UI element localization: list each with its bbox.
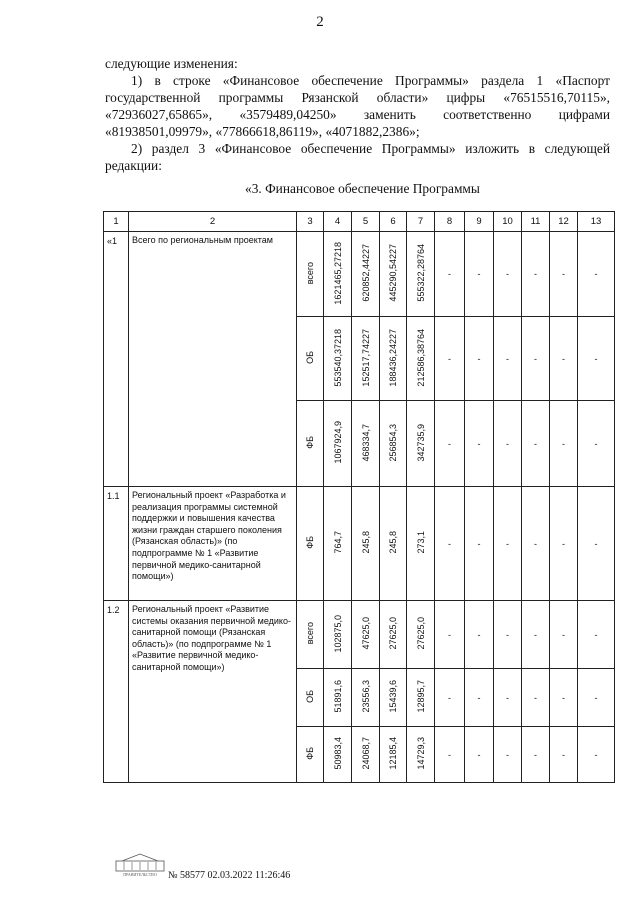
intro-text bbox=[105, 55, 610, 174]
funding-source-label: ФБ bbox=[305, 536, 315, 549]
funding-source-label: ФБ bbox=[305, 436, 315, 449]
value: 24068,7 bbox=[360, 737, 371, 770]
empty-value: - bbox=[550, 727, 578, 783]
value-cell bbox=[324, 317, 352, 401]
value-cell bbox=[324, 401, 352, 487]
empty-value: - bbox=[435, 317, 465, 401]
value-cell bbox=[352, 669, 380, 727]
value-cell bbox=[324, 487, 352, 601]
funding-source bbox=[297, 317, 324, 401]
value: 342735,9 bbox=[415, 423, 426, 462]
value: 1621465,27218 bbox=[332, 241, 343, 305]
value-cell bbox=[407, 669, 435, 727]
column-header: 4 bbox=[324, 212, 352, 232]
value: 27625,0 bbox=[388, 617, 398, 650]
row-number: 1.2 bbox=[104, 601, 129, 783]
empty-value: - bbox=[522, 601, 550, 669]
value-cell bbox=[324, 727, 352, 783]
value-cell bbox=[407, 601, 435, 669]
value-cell bbox=[380, 669, 407, 727]
value-cell bbox=[407, 232, 435, 317]
empty-value: - bbox=[435, 232, 465, 317]
value-cell bbox=[380, 401, 407, 487]
empty-value: - bbox=[435, 727, 465, 783]
value-cell bbox=[352, 601, 380, 669]
project-name: Региональный проект «Развитие системы оказания первичной медико-санитарной помощи (Рязанская область)» (по подпрограмме № 1 «Развитие первичной медико-санитарной помощи») bbox=[129, 601, 297, 783]
value-cell bbox=[352, 727, 380, 783]
value: 188436,24227 bbox=[388, 328, 398, 387]
value: 12895,7 bbox=[415, 680, 426, 713]
funding-source-label: ОБ bbox=[305, 351, 315, 364]
column-header: 8 bbox=[435, 212, 465, 232]
funding-source-label: всего bbox=[305, 622, 315, 645]
empty-value: - bbox=[550, 669, 578, 727]
value: 256854,3 bbox=[388, 423, 398, 462]
empty-value: - bbox=[435, 487, 465, 601]
empty-value: - bbox=[578, 232, 615, 317]
value: 212586,38764 bbox=[415, 328, 426, 387]
empty-value: - bbox=[465, 669, 494, 727]
value-cell bbox=[407, 317, 435, 401]
value: 245,8 bbox=[360, 531, 371, 554]
column-header: 3 bbox=[297, 212, 324, 232]
empty-value: - bbox=[465, 317, 494, 401]
project-name: Всего по региональным проектам bbox=[129, 232, 297, 487]
column-header: 13 bbox=[578, 212, 615, 232]
empty-value: - bbox=[494, 601, 522, 669]
value-cell bbox=[352, 487, 380, 601]
value-cell bbox=[352, 232, 380, 317]
value: 764,7 bbox=[332, 531, 343, 554]
empty-value: - bbox=[522, 669, 550, 727]
row-number: «1 bbox=[104, 232, 129, 487]
empty-value: - bbox=[465, 487, 494, 601]
table-row bbox=[104, 232, 615, 317]
empty-value: - bbox=[550, 401, 578, 487]
value: 620852,44227 bbox=[360, 244, 371, 302]
value: 553540,37218 bbox=[332, 328, 343, 387]
value: 152517,74227 bbox=[360, 328, 371, 387]
value-cell bbox=[380, 232, 407, 317]
empty-value: - bbox=[465, 601, 494, 669]
empty-value: - bbox=[522, 727, 550, 783]
column-header: 2 bbox=[129, 212, 297, 232]
empty-value: - bbox=[578, 727, 615, 783]
value: 1067924,9 bbox=[332, 421, 343, 464]
column-header: 6 bbox=[380, 212, 407, 232]
value-cell bbox=[380, 727, 407, 783]
change-item-2: 2) раздел 3 «Финансовое обеспечение Программы» изложить в следующей редакции: bbox=[105, 141, 610, 173]
column-header: 10 bbox=[494, 212, 522, 232]
funding-source-label: ОБ bbox=[305, 690, 315, 703]
value: 51891,6 bbox=[332, 680, 343, 713]
funding-source bbox=[297, 487, 324, 601]
value-cell bbox=[352, 317, 380, 401]
value: 47625,0 bbox=[360, 617, 371, 650]
funding-source bbox=[297, 601, 324, 669]
value: 102875,0 bbox=[332, 614, 343, 653]
column-header: 7 bbox=[407, 212, 435, 232]
funding-source bbox=[297, 401, 324, 487]
value: 14729,3 bbox=[415, 737, 426, 770]
empty-value: - bbox=[435, 601, 465, 669]
section-heading: «3. Финансовое обеспечение Программы bbox=[245, 181, 480, 196]
empty-value: - bbox=[578, 487, 615, 601]
empty-value: - bbox=[550, 232, 578, 317]
column-header: 11 bbox=[522, 212, 550, 232]
empty-value: - bbox=[522, 317, 550, 401]
value: 273,1 bbox=[415, 531, 426, 554]
empty-value: - bbox=[494, 401, 522, 487]
value: 12185,4 bbox=[388, 737, 398, 770]
value-cell bbox=[324, 232, 352, 317]
empty-value: - bbox=[465, 727, 494, 783]
value-cell bbox=[352, 401, 380, 487]
row-number: 1.1 bbox=[104, 487, 129, 601]
empty-value: - bbox=[550, 601, 578, 669]
value-cell bbox=[380, 317, 407, 401]
value: 468334,7 bbox=[360, 423, 371, 462]
empty-value: - bbox=[494, 727, 522, 783]
value: 555322,28764 bbox=[415, 244, 426, 302]
empty-value: - bbox=[578, 601, 615, 669]
empty-value: - bbox=[465, 232, 494, 317]
column-header: 12 bbox=[550, 212, 578, 232]
empty-value: - bbox=[522, 232, 550, 317]
empty-value: - bbox=[435, 669, 465, 727]
column-header: 5 bbox=[352, 212, 380, 232]
funding-source bbox=[297, 727, 324, 783]
value-cell bbox=[324, 601, 352, 669]
change-item-1: 1) в строке «Финансовое обеспечение Программы» раздела 1 «Паспорт государственной программы Рязанской области» цифры «76515516,70115», «72936027,65865», «3579489,04250» заменить соответственно цифрами «81938501,09979», «77866618,86119», «4071882,2386»; bbox=[105, 73, 610, 139]
value: 15439,6 bbox=[388, 680, 398, 713]
value-cell bbox=[407, 401, 435, 487]
empty-value: - bbox=[550, 487, 578, 601]
column-header: 1 bbox=[104, 212, 129, 232]
empty-value: - bbox=[435, 401, 465, 487]
table-row bbox=[104, 487, 615, 601]
document-reference: № 58577 02.03.2022 11:26:46 bbox=[168, 870, 291, 881]
empty-value: - bbox=[465, 401, 494, 487]
value: 27625,0 bbox=[415, 617, 426, 650]
empty-value: - bbox=[494, 487, 522, 601]
financing-table bbox=[103, 211, 615, 783]
value-cell bbox=[407, 487, 435, 601]
empty-value: - bbox=[578, 669, 615, 727]
column-header: 9 bbox=[465, 212, 494, 232]
page-number: 2 bbox=[316, 14, 324, 30]
empty-value: - bbox=[494, 232, 522, 317]
empty-value: - bbox=[522, 401, 550, 487]
project-name: Региональный проект «Разработка и реализация программы системной поддержки и повышения качества жизни граждан старшего поколения (Рязанская область)» (по подпрограмме № 1 «Развитие первичной медико-санитарной помощи») bbox=[129, 487, 297, 601]
value-cell bbox=[380, 601, 407, 669]
value-cell bbox=[407, 727, 435, 783]
empty-value: - bbox=[578, 317, 615, 401]
intro-line: следующие изменения: bbox=[105, 56, 238, 71]
value: 445290,54227 bbox=[388, 244, 398, 302]
funding-source-label: всего bbox=[305, 261, 315, 285]
funding-source-label: ФБ bbox=[305, 747, 315, 760]
empty-value: - bbox=[494, 669, 522, 727]
funding-source bbox=[297, 232, 324, 317]
empty-value: - bbox=[550, 317, 578, 401]
value-cell bbox=[324, 669, 352, 727]
value: 245,8 bbox=[388, 531, 398, 554]
value: 50983,4 bbox=[332, 737, 343, 770]
logo-text: ПРАВИТЕЛЬСТВО bbox=[123, 872, 157, 877]
empty-value: - bbox=[522, 487, 550, 601]
table-row bbox=[104, 601, 615, 669]
funding-source bbox=[297, 669, 324, 727]
empty-value: - bbox=[578, 401, 615, 487]
value-cell bbox=[380, 487, 407, 601]
logo-icon bbox=[112, 853, 168, 877]
empty-value: - bbox=[494, 317, 522, 401]
value: 23556,3 bbox=[360, 680, 371, 713]
